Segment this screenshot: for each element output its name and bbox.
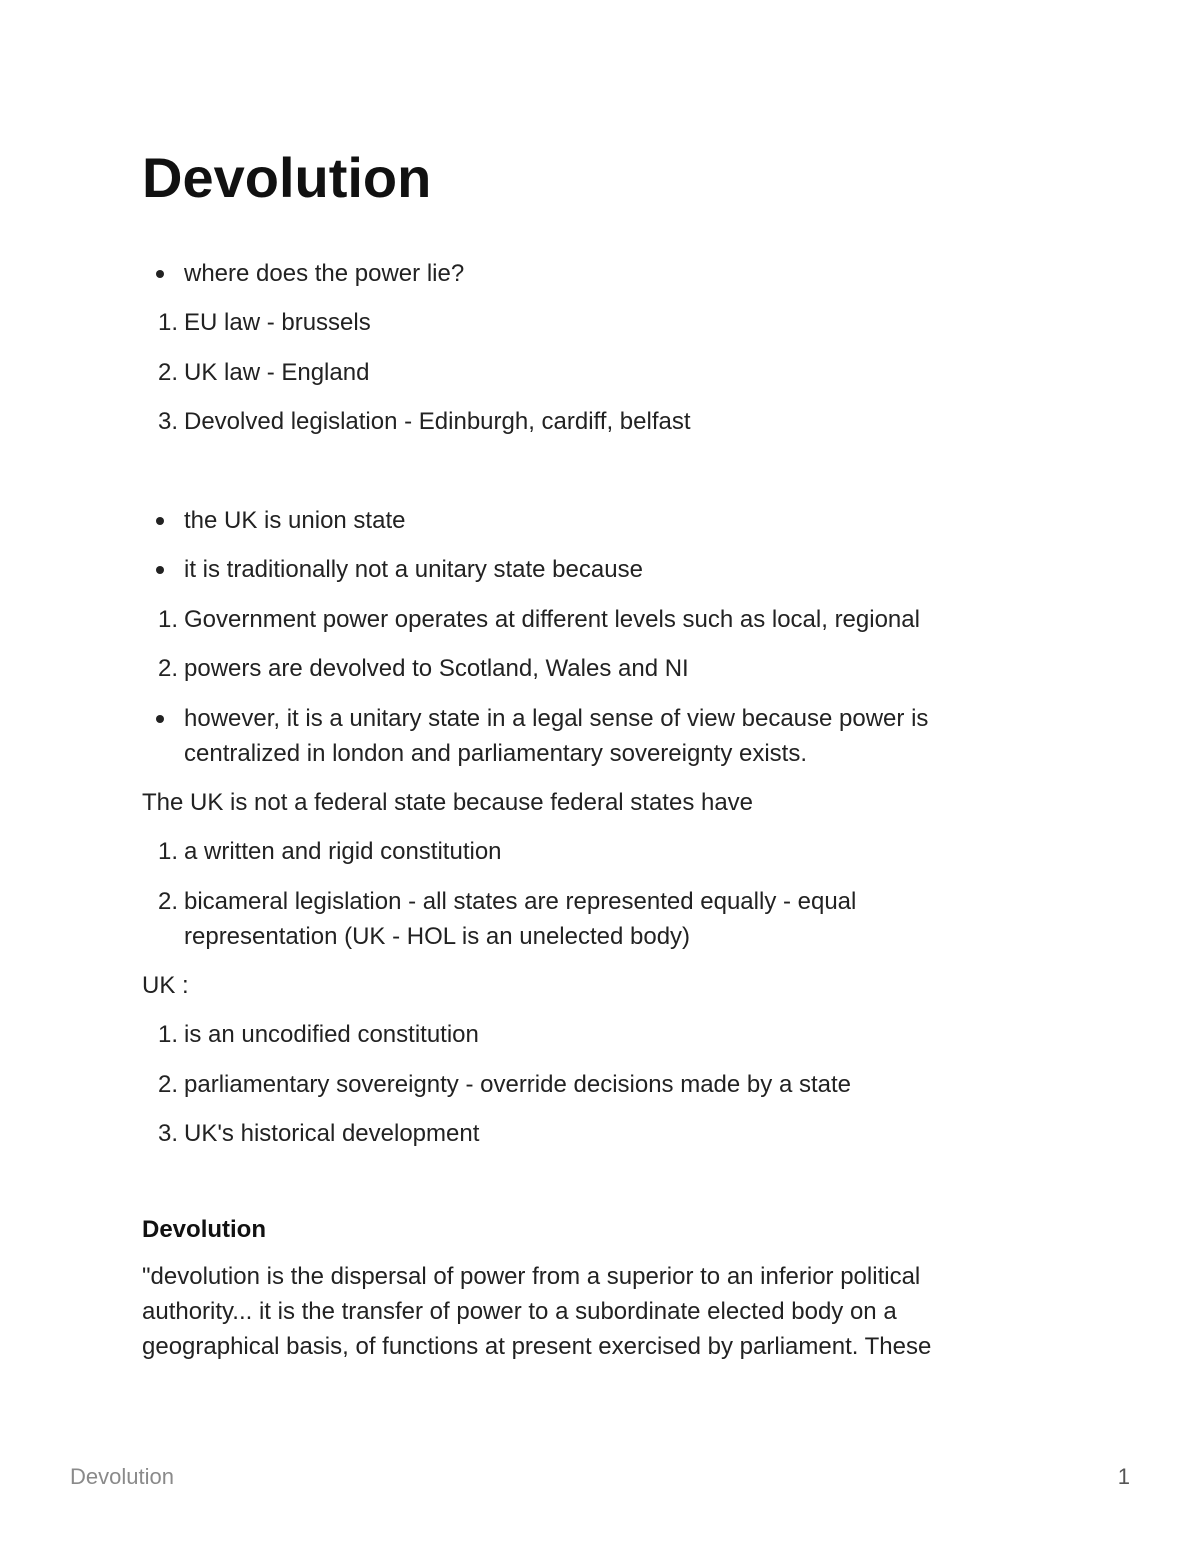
list-number: 1. xyxy=(157,606,178,633)
uk-label: UK : xyxy=(142,972,189,999)
section-heading: Devolution xyxy=(142,1216,266,1243)
numbered-text: bicameral legislation - all states are represented equally - equal representation (UK - HOL is an unelected body) xyxy=(184,888,857,950)
bullet-item xyxy=(142,256,1042,291)
numbered-text: UK's historical development xyxy=(184,1120,480,1147)
list-number: 2. xyxy=(157,888,178,915)
numbered-text: UK law - England xyxy=(184,359,370,386)
numbered-item xyxy=(142,884,922,954)
bullet-item xyxy=(142,552,1042,587)
bullet-dot-icon xyxy=(156,270,164,278)
numbered-item xyxy=(142,1116,1042,1151)
numbered-text: Devolved legislation - Edinburgh, cardiff, belfast xyxy=(184,408,691,435)
paragraph: The UK is not a federal state because federal states have xyxy=(142,789,754,816)
numbered-item xyxy=(142,355,1042,390)
bullet-item xyxy=(142,503,1042,538)
bullet-item xyxy=(142,701,1002,771)
bullet-text: where does the power lie? xyxy=(184,260,465,287)
list-number: 2. xyxy=(157,655,178,682)
bullet-text: it is traditionally not a unitary state because xyxy=(184,556,643,583)
numbered-text: EU law - brussels xyxy=(184,309,371,336)
list-number: 3. xyxy=(157,1120,178,1147)
footer-title: Devolution xyxy=(70,1464,174,1489)
page-number: 1 xyxy=(1117,1464,1130,1489)
numbered-item xyxy=(142,305,1042,340)
numbered-text: powers are devolved to Scotland, Wales and NI xyxy=(184,655,689,682)
numbered-text: a written and rigid constitution xyxy=(184,838,502,865)
bullet-text: the UK is union state xyxy=(184,507,406,534)
numbered-item xyxy=(142,602,1042,637)
page-title: Devolution xyxy=(142,146,432,209)
numbered-item xyxy=(142,1067,1042,1102)
numbered-text: parliamentary sovereignty - override decisions made by a state xyxy=(184,1071,851,1098)
numbered-text: Government power operates at different levels such as local, regional xyxy=(184,606,920,633)
list-number: 2. xyxy=(157,359,178,386)
bullet-dot-icon xyxy=(156,517,164,525)
list-number: 3. xyxy=(157,408,178,435)
bullet-dot-icon xyxy=(156,715,164,723)
bullet-text: however, it is a unitary state in a legal sense of view because power is centralized in london and parliamentary sovereignty exists. xyxy=(184,705,929,767)
numbered-item xyxy=(142,834,1042,869)
numbered-item xyxy=(142,651,1042,686)
numbered-item xyxy=(142,404,1042,439)
list-number: 1. xyxy=(157,1021,178,1048)
numbered-text: is an uncodified constitution xyxy=(184,1021,479,1048)
list-number: 1. xyxy=(157,309,178,336)
quote-paragraph: "devolution is the dispersal of power from a superior to an inferior political authority... it is the transfer of power to a subordinate elected body on a geographical basis, of functions at present exercised by parliament. These xyxy=(142,1263,932,1360)
list-number: 2. xyxy=(157,1071,178,1098)
numbered-item xyxy=(142,1017,1042,1052)
list-number: 1. xyxy=(157,838,178,865)
bullet-dot-icon xyxy=(156,566,164,574)
